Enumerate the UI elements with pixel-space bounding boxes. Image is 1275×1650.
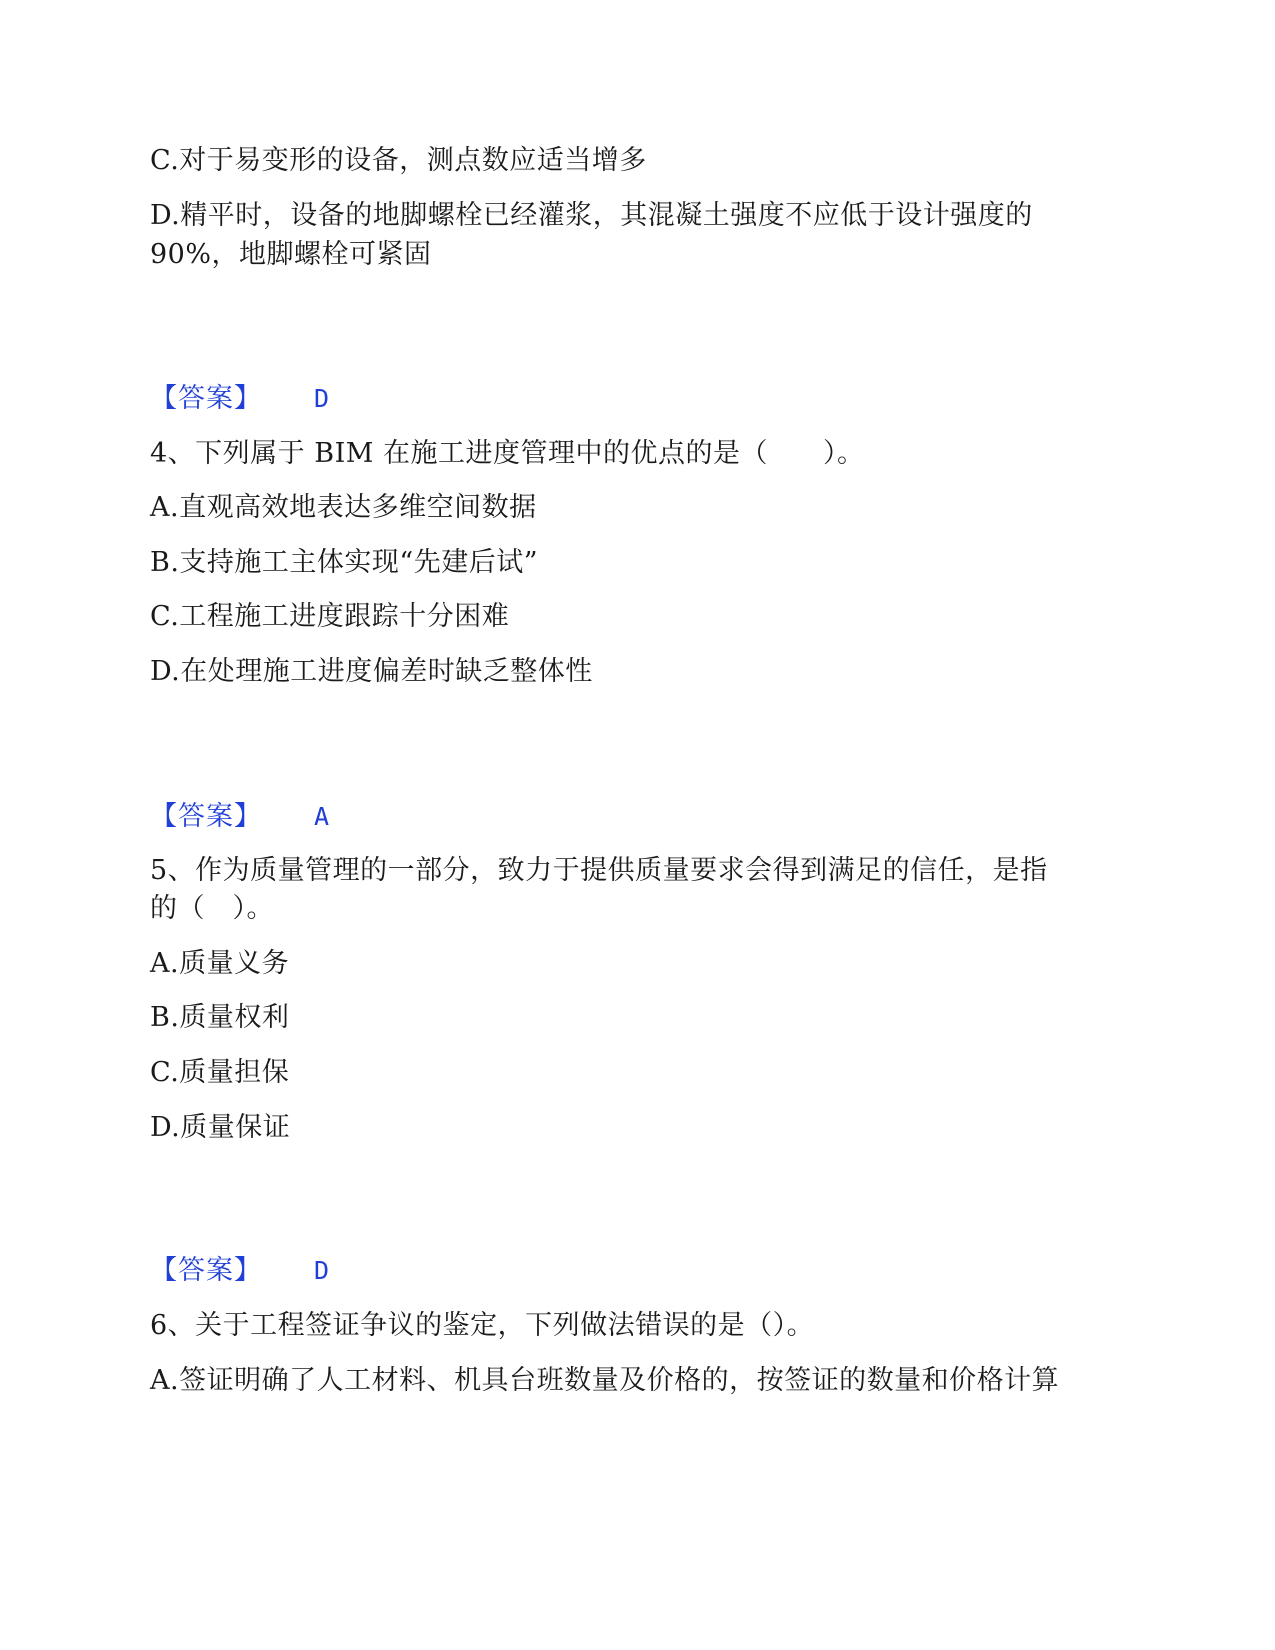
q4-option-b: B.支持施工主体实现“先建后试” [150,547,539,578]
q6-question: 6、关于工程签证争议的鉴定，下列做法错误的是（）。 [150,1310,815,1341]
q3-answer [150,379,329,419]
q4-answer-value: A [314,802,330,831]
q5-option-b: B.质量权利 [150,1002,290,1033]
q5-question-line2: 的（ ）。 [150,893,274,924]
q5-answer-value: D [314,1256,330,1285]
q4-option-c: C.工程施工进度跟踪十分困难 [150,601,510,632]
q3-answer-tag: 【答案】 [150,383,262,414]
q4-answer-tag: 【答案】 [150,801,262,832]
q3-answer-value: D [314,384,330,413]
q3-option-d-line2: 90%，地脚螺栓可紧固 [150,239,432,270]
q5-answer [150,1251,329,1291]
q5-option-d: D.质量保证 [150,1112,291,1143]
q3-option-d-line1: D.精平时，设备的地脚螺栓已经灌浆，其混凝土强度不应低于设计强度的 [150,200,1033,231]
q5-question-line1: 5、作为质量管理的一部分，致力于提供质量要求会得到满足的信任，是指 [150,855,1048,886]
q5-answer-tag: 【答案】 [150,1255,262,1286]
q4-answer [150,797,329,837]
q5-option-c: C.质量担保 [150,1057,290,1088]
q4-option-a: A.直观高效地表达多维空间数据 [150,492,537,523]
q4-option-d: D.在处理施工进度偏差时缺乏整体性 [150,656,593,687]
q3-option-c: C.对于易变形的设备，测点数应适当增多 [150,145,647,176]
q4-question: 4、下列属于 BIM 在施工进度管理中的优点的是（ ）。 [150,438,865,469]
q6-option-a: A.签证明确了人工材料、机具台班数量及价格的，按签证的数量和价格计算 [150,1365,1060,1396]
q5-option-a: A.质量义务 [150,948,290,979]
